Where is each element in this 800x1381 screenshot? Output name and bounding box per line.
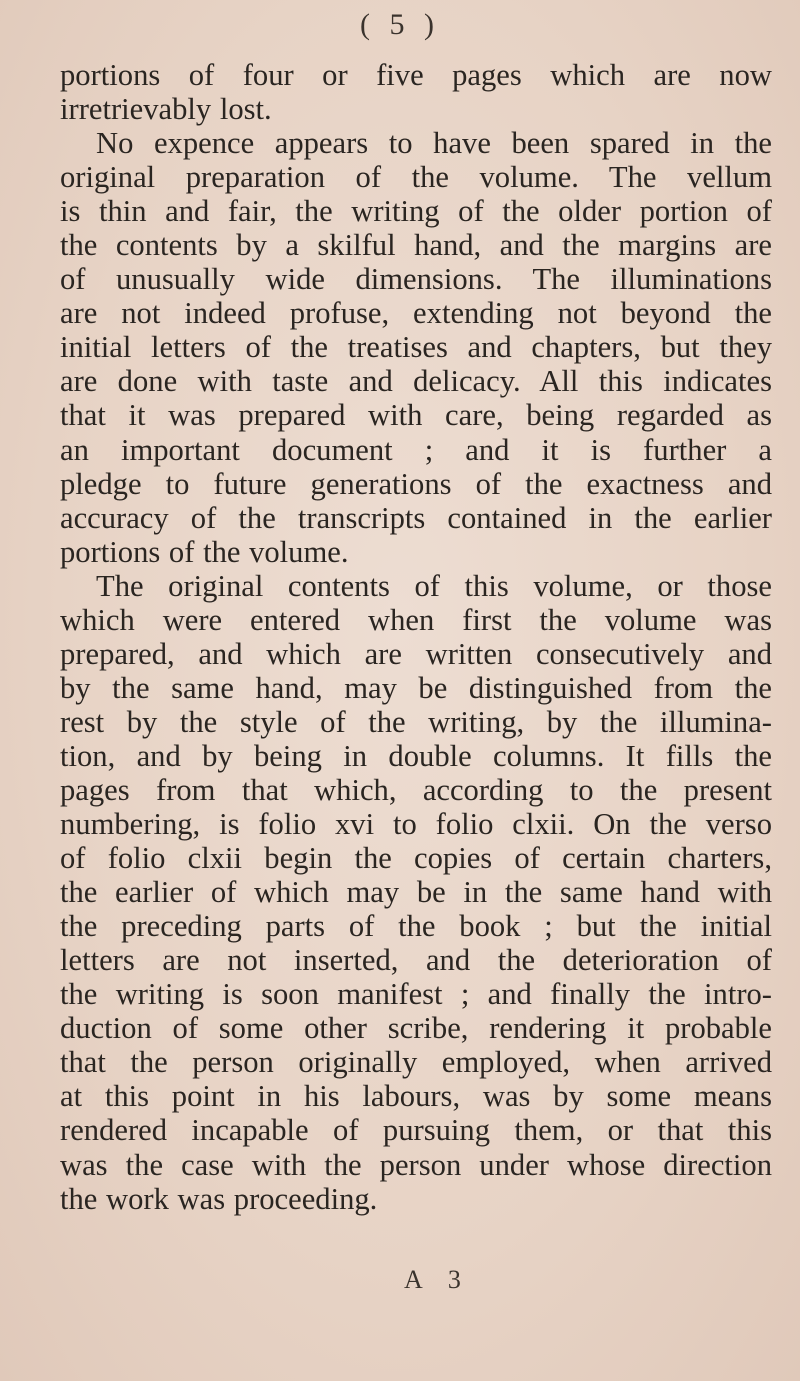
text-line: initial letters of the treatises and chapters, but they [60,330,772,365]
text-line: duction of some other scribe, rendering it probable [60,1011,772,1046]
text-line: portions of the volume. [60,534,349,569]
text-line: irretrievably lost. [60,92,272,127]
body-text [60,58,772,1216]
text-line: accuracy of the transcripts contained in the earlier [60,500,772,535]
signature-mark: A 3 [404,1265,471,1294]
text-line: that the person originally employed, when arrived [60,1045,772,1080]
text-line: numbering, is folio xvi to folio clxii. On the verso [60,807,772,842]
text-line: at this point in his labours, was by some means [60,1079,772,1114]
text-line: rest by the style of the writing, by the illumina- [60,704,772,739]
text-line: an important document ; and it is further a [60,432,772,467]
text-line: of folio clxii begin the copies of certain charters, [60,841,772,876]
paragraph [60,126,772,569]
text-line: tion, and by being in double columns. It fills the [60,738,772,773]
text-line: the preceding parts of the book ; but the initial [60,909,772,944]
text-line: prepared, and which are written consecutively and [60,636,772,671]
text-line: was the case with the person under whose direction [60,1147,772,1182]
text-line: that it was prepared with care, being regarded as [60,398,772,433]
text-line: No expence appears to have been spared in the [96,126,772,161]
text-line: portions of four or five pages which are now [60,58,772,92]
text-line: original preparation of the volume. The vellum [60,160,772,195]
page-number: ( 5 ) [360,8,440,41]
text-line: by the same hand, may be distinguished from the [60,670,772,705]
text-line: The original contents of this volume, or those [96,568,772,603]
text-line: rendered incapable of pursuing them, or that this [60,1113,772,1148]
text-line: the writing is soon manifest ; and finally the intro- [60,977,772,1012]
text-line: are done with taste and delicacy. All this indicates [60,364,772,399]
paragraph [60,58,772,126]
text-line: the earlier of which may be in the same hand with [60,875,772,910]
text-line: the contents by a skilful hand, and the margins are [60,228,772,263]
text-line: is thin and fair, the writing of the older portion of [60,194,772,229]
paragraph [60,569,772,1216]
text-line: are not indeed profuse, extending not beyond the [60,296,772,331]
text-line: which were entered when first the volume was [60,602,772,637]
text-line: the work was proceeding. [60,1181,378,1216]
text-line: of unusually wide dimensions. The illuminations [60,262,772,297]
text-line: pledge to future generations of the exactness and [60,466,772,501]
text-line: letters are not inserted, and the deterioration of [60,943,772,978]
text-line: pages from that which, according to the present [60,772,772,807]
